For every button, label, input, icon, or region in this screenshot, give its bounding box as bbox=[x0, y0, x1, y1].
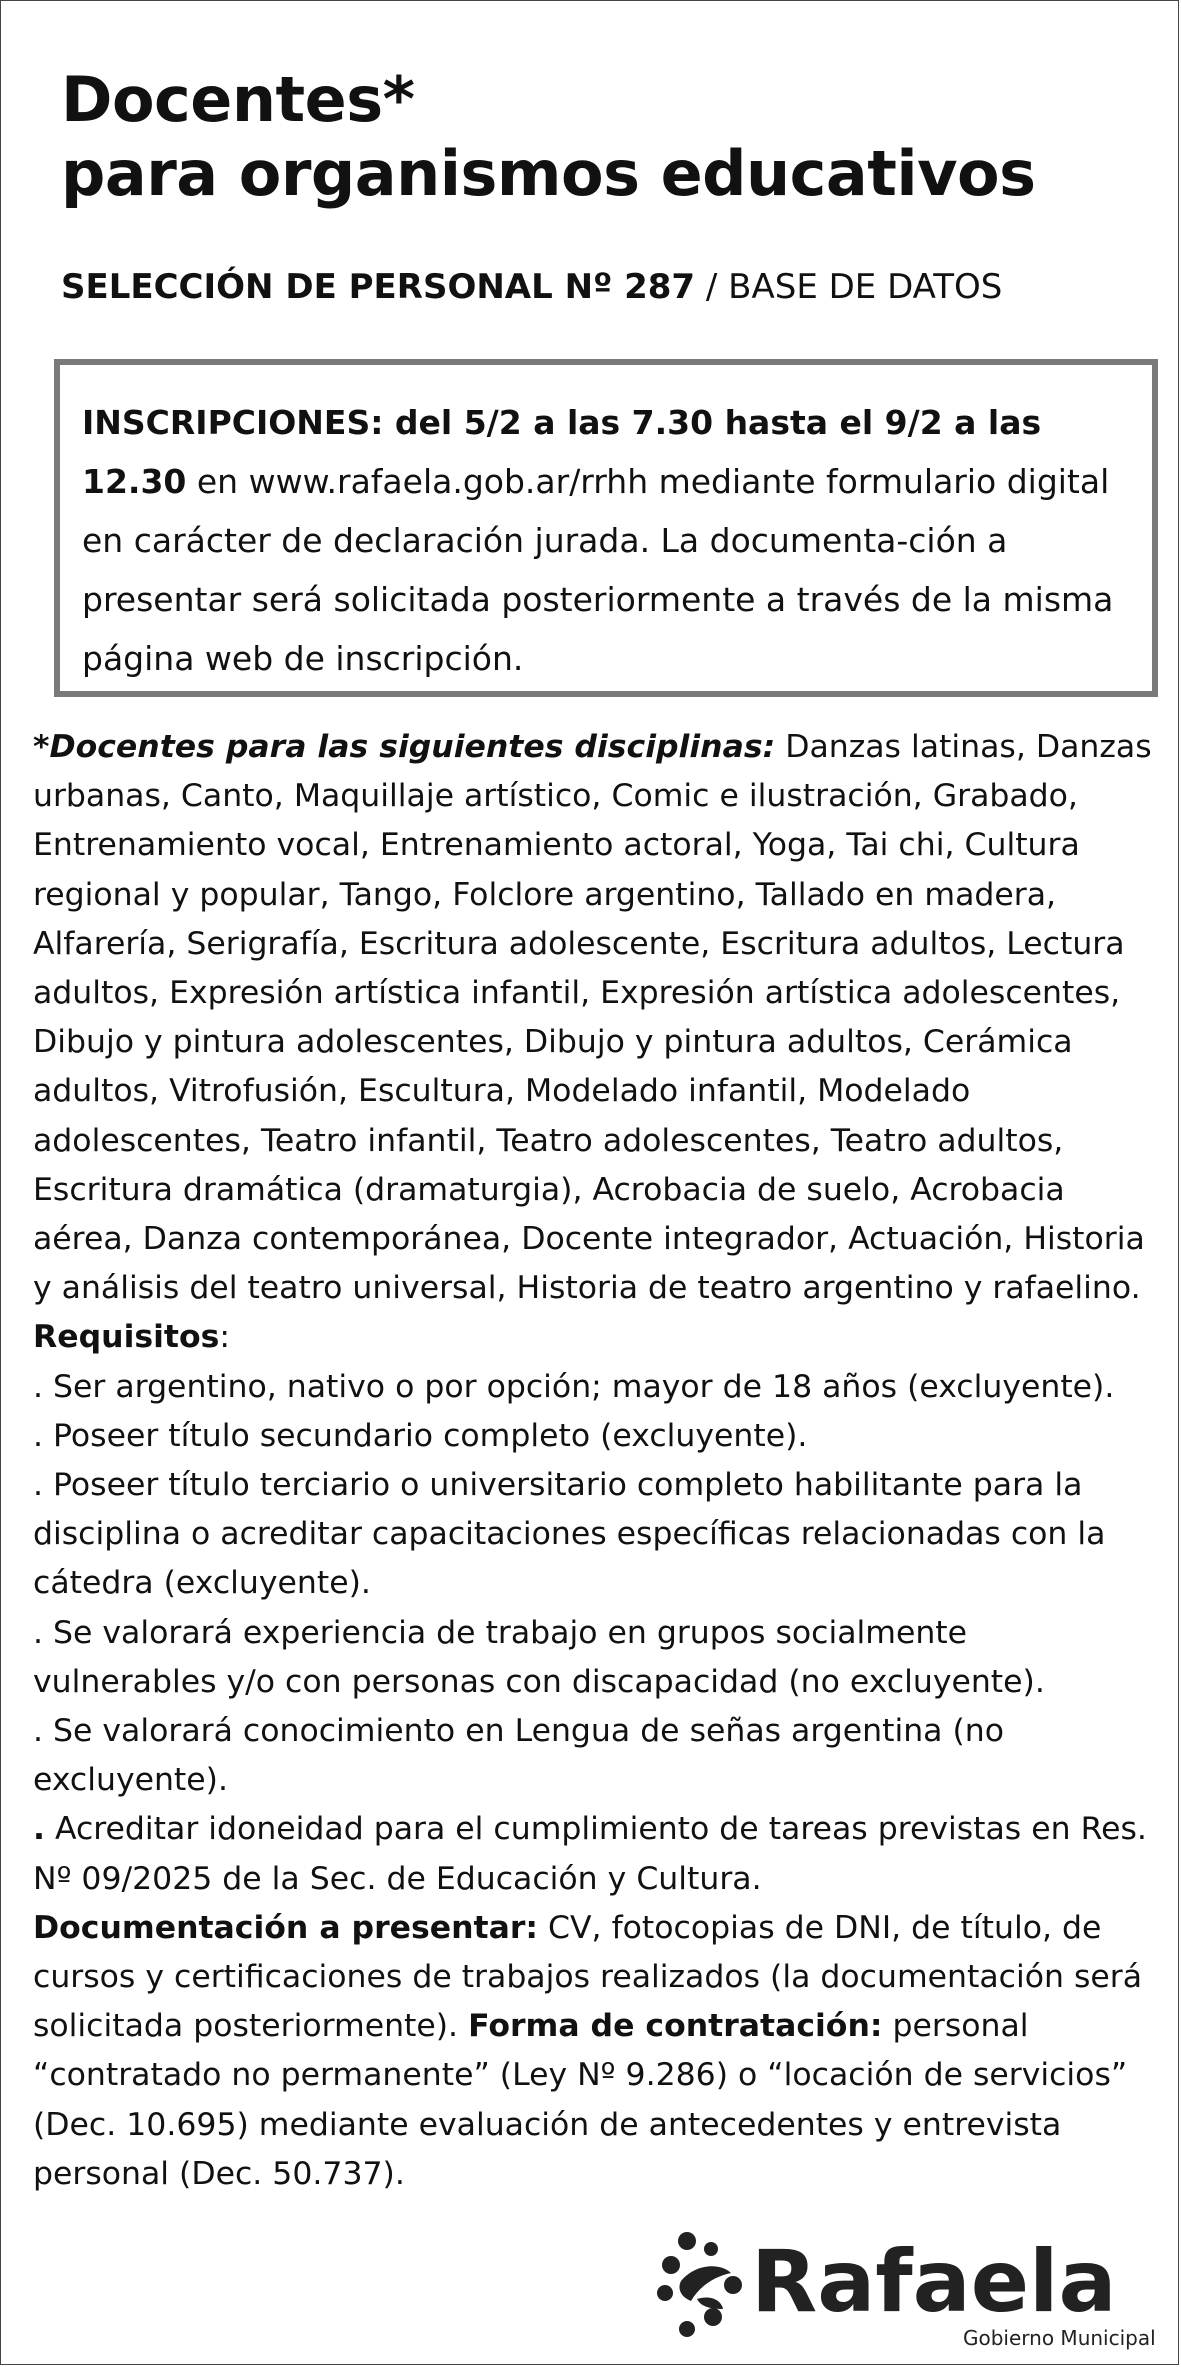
contract-text: personal “contratado no permanente” (Ley Nº 9.286) o “locación de servicios” (Dec. 10.695) mediante evaluación de antecedentes y entrevista personal (Dec. 50.737). bbox=[33, 2008, 1128, 2192]
documentation-label: Documentación a presentar: bbox=[33, 1909, 538, 1946]
requirement-item: . Se valorará experiencia de trabajo en grupos socialmente vulnerables y/o con personas con discapacidad (no excluyente). bbox=[33, 1614, 1045, 1700]
title-line-2: para organismos educativos bbox=[61, 137, 1036, 210]
disciplines-list: Danzas latinas, Danzas urbanas, Canto, Maquillaje artístico, Comic e ilustración, Grabado, Entrenamiento vocal, Entrenamiento actoral, Yoga, Tai chi, Cultura regional y popular, Tango, Folclore argentino, Tallado en madera, Alfarería, Serigrafía, Escritura adolescente, Escritura adultos, Lectura adultos, Expresión artística infantil, Expresión artística adolescentes, Dibujo y pintura adolescentes, Dibujo y pintura adultos, Cerámica adultos, Vitrofusión, Escultura, Modelado infantil, Modelado adolescentes, Teatro infantil, Teatro adolescentes, Teatro adultos, Escritura dramática (dramaturgia), Acrobacia de suelo, Acrobacia aérea, Danza contemporánea, Docente integrador, Actuación, Historia y análisis del teatro universal, Historia de teatro argentino y rafaelino. bbox=[33, 729, 1152, 1307]
requirement-item: . Se valorará conocimiento en Lengua de señas argentina (no excluyente). bbox=[33, 1713, 1005, 1799]
requirement-item: . Acreditar idoneidad para el cumplimiento de tareas previstas en Res. Nº 09/2025 de la Sec. de Educación y Cultura. bbox=[33, 1811, 1147, 1897]
title-line-1: Docentes* bbox=[61, 63, 415, 136]
selection-number: SELECCIÓN DE PERSONAL Nº 287 bbox=[61, 267, 696, 307]
rafaela-emblem-icon bbox=[657, 2232, 742, 2337]
page-title bbox=[61, 63, 1141, 211]
documentation-text: CV, fotocopias de DNI, de título, de cursos y certificaciones de trabajos realizados (la documentación será solicitada posteriormente). bbox=[33, 1909, 1142, 2045]
documentation-paragraph bbox=[33, 1904, 1158, 2199]
requirement-item: . Poseer título secundario completo (excluyente). bbox=[33, 1417, 808, 1454]
posting-body bbox=[33, 723, 1158, 2199]
requirement-item: . Poseer título terciario o universitario completo habilitante para la disciplina o acreditar capacitaciones específicas relacionadas con la cátedra (excluyente). bbox=[33, 1467, 1106, 1602]
rafaela-logo bbox=[651, 2221, 1156, 2351]
inscription-box bbox=[54, 359, 1158, 697]
inscription-details: en www.rafaela.gob.ar/rrhh mediante formulario digital en carácter de declaración jurada. La documenta-ción a presentar será solicitada posteriormente a través de la misma página web de inscripción. bbox=[82, 462, 1114, 678]
logo-wordmark: Rafaela bbox=[751, 2232, 1117, 2332]
requirement-item: . Ser argentino, nativo o por opción; mayor de 18 años (excluyente). bbox=[33, 1368, 1115, 1405]
requirements-label: Requisitos bbox=[33, 1319, 220, 1356]
disciplines-label: *Docentes para las siguientes disciplinas: bbox=[33, 729, 776, 765]
selection-type: / BASE DE DATOS bbox=[695, 267, 1003, 307]
contract-label: Forma de contratación: bbox=[468, 2008, 883, 2045]
selection-subtitle bbox=[61, 263, 1002, 311]
logo-tagline: Gobierno Municipal bbox=[963, 2326, 1156, 2350]
requirements-heading: Requisitos: bbox=[33, 1319, 231, 1356]
inscription-dates: INSCRIPCIONES: del 5/2 a las 7.30 hasta el 9/2 a las 12.30 bbox=[82, 403, 1042, 501]
disciplines-paragraph bbox=[33, 723, 1158, 1313]
